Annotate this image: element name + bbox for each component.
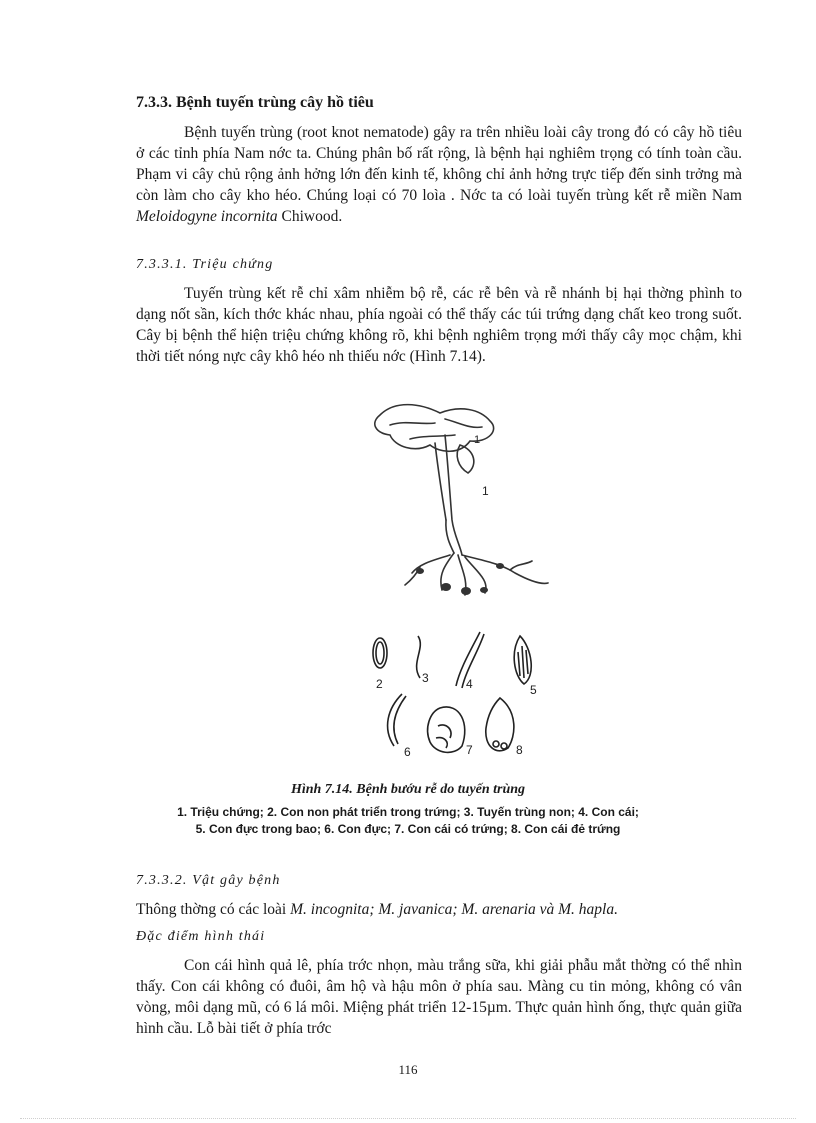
intro-species-name: Meloidogyne incornita bbox=[136, 208, 278, 225]
morphology-paragraph-block bbox=[136, 955, 742, 1039]
pathogen-species: M. incognita; M. javanica; M. arenaria và M. hapla. bbox=[290, 901, 618, 918]
figure-title: Hình 7.14. Bệnh bướu rễ do tuyến trùng bbox=[290, 782, 526, 797]
page-border-dotted bbox=[20, 1118, 796, 1119]
figure-caption-line-1: 1. Triệu chứng; 2. Con non phát triển trong trứng; 3. Tuyến trùng non; 4. Con cái; bbox=[177, 805, 639, 819]
figure-label-1b: 1 bbox=[482, 484, 489, 498]
intro-paragraph-block bbox=[136, 122, 742, 227]
figure-label-3: 3 bbox=[422, 671, 429, 685]
figure-caption bbox=[0, 804, 816, 838]
pathogen-paragraph bbox=[136, 899, 742, 920]
figure-label-8: 8 bbox=[516, 743, 523, 757]
nematode-stages-illustration bbox=[360, 628, 540, 778]
intro-tail-text: Chiwood. bbox=[281, 208, 343, 225]
symptom-paragraph-block bbox=[136, 283, 742, 367]
figure-label-1a: 1 bbox=[474, 434, 481, 446]
subsection-title-morphology: Đặc điểm hình thái bbox=[136, 929, 266, 944]
figure-label-6: 6 bbox=[404, 745, 411, 759]
intro-text: Bệnh tuyến trùng (root knot nematode) gây ra trên nhiều loài cây trong đó có cây hồ tiêu ở các tỉnh phía Nam nớc ta. Chúng phân bố rất rộng, là bệnh hại nghiêm trọng có tính toàn cầu. Phạm vi cây chủ rộng ảnh hởng lớn đến kinh tế, không chỉ ảnh hởng trực tiếp đến sinh trởng mà còn làm cho cây kho héo. Chúng loại có 70 loìa . Nớc ta có loài tuyến trùng kết rễ miền Nam bbox=[136, 124, 742, 204]
figure-label-2: 2 bbox=[376, 677, 383, 691]
plant-root-knot-illustration bbox=[350, 395, 570, 605]
figure-label-5: 5 bbox=[530, 683, 537, 697]
figure-caption-line-2: 5. Con đực trong bao; 6. Con đực; 7. Con cái có trứng; 8. Con cái đẻ trứng bbox=[195, 822, 621, 836]
morphology-paragraph bbox=[136, 955, 742, 1039]
symptom-text: Tuyến trùng kết rễ chỉ xâm nhiễm bộ rễ, các rễ bên và rễ nhánh bị hại thờng phình to dạng nốt sần, kích thớc khác nhau, phía ngoài có thể thấy các túi trứng dạng chất keo trong suốt. Cây bị bệnh thể hiện triệu chứng không rõ, khi bệnh nghiêm trọng mới thấy cây mọc chậm, khi thời tiết nóng nực cây khô héo nh thiếu nớc (Hình 7.14). bbox=[136, 285, 742, 365]
pathogen-paragraph-block bbox=[136, 899, 742, 920]
intro-paragraph bbox=[136, 122, 742, 227]
subsection-title-symptoms: 7.3.3.1. Triệu chứng bbox=[136, 257, 274, 272]
figure-label-7: 7 bbox=[466, 743, 473, 757]
figure-label-4: 4 bbox=[466, 677, 473, 691]
section-title: 7.3.3. Bệnh tuyến trùng cây hồ tiêu bbox=[136, 94, 374, 111]
symptom-paragraph bbox=[136, 283, 742, 367]
subsection-title-pathogen: 7.3.3.2. Vật gây bệnh bbox=[136, 873, 281, 888]
morphology-text: Con cái hình quả lê, phía trớc nhọn, màu trắng sữa, khi giải phẫu mắt thờng có thể nhìn thấy. Con cái không có đuôi, âm hộ và hậu môn ở phía sau. Màng cu tin mỏng, không có vân vòng, môi dạng mũ, có 6 lá môi. Miệng phát triển 12-15µm. Thực quản hình ống, thực quản giữa hình cầu. Lỗ bài tiết ở phía trớc bbox=[136, 957, 742, 1037]
pathogen-prefix: Thông thờng có các loài bbox=[136, 901, 287, 918]
page-number: 116 bbox=[398, 1062, 418, 1077]
